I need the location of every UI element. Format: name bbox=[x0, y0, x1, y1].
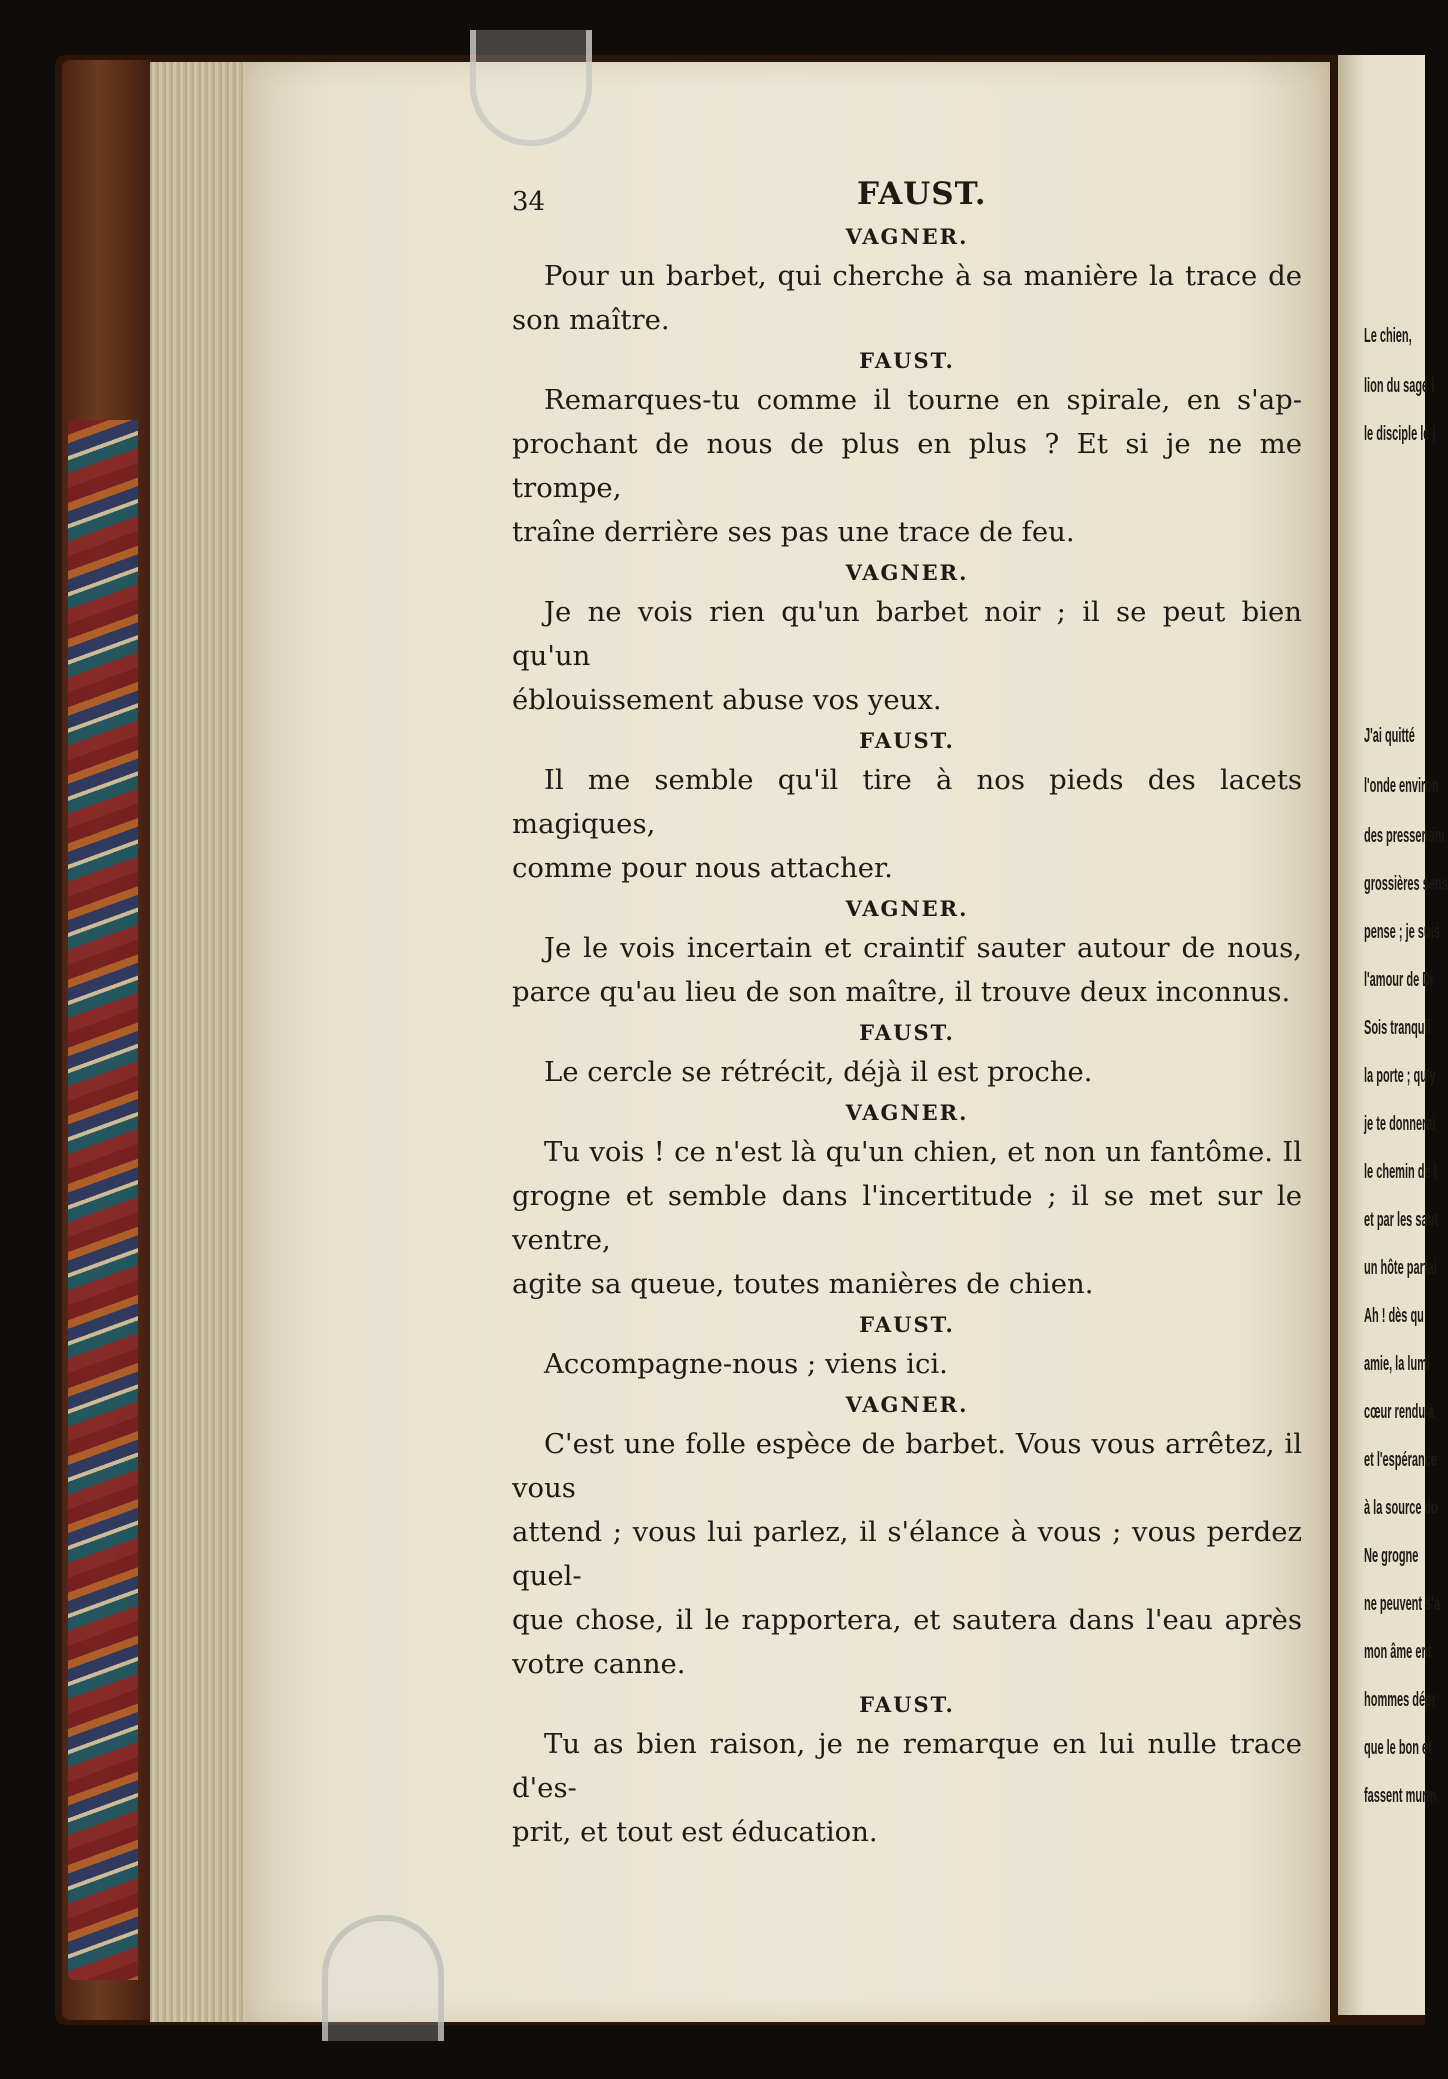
text-line: Tu vois ! ce n'est là qu'un chien, et non un fantôme. Il bbox=[544, 1136, 1302, 1168]
facing-page-line: et par les saut bbox=[1364, 1209, 1438, 1231]
speech-paragraph bbox=[512, 1130, 1302, 1306]
running-head: FAUST. bbox=[857, 176, 987, 212]
speaker-name: FAUST. bbox=[859, 1312, 955, 1337]
facing-page-line: fassent murm bbox=[1364, 1785, 1437, 1807]
text-line: prochant de nous de plus en plus ? Et si je ne me trompe, bbox=[512, 428, 1302, 504]
facing-page-line: pense ; je suis bbox=[1364, 921, 1440, 943]
speech-paragraph bbox=[512, 1050, 1302, 1094]
speech-paragraph bbox=[512, 758, 1302, 890]
page-clip-top bbox=[470, 30, 592, 146]
page-header bbox=[512, 170, 1302, 218]
text-line: Tu as bien raison, je ne remarque en lui nulle trace d'es- bbox=[512, 1728, 1302, 1804]
facing-page-line: lion du sage l bbox=[1364, 375, 1435, 397]
facing-page-line: Sois tranquil bbox=[1364, 1017, 1431, 1039]
text-line: votre canne. bbox=[512, 1648, 686, 1680]
text-line: traîne derrière ses pas une trace de feu. bbox=[512, 516, 1075, 548]
marbled-endpaper bbox=[68, 420, 138, 1980]
facing-page-line: la porte ; qu'y bbox=[1364, 1065, 1436, 1087]
speech-paragraph bbox=[512, 926, 1302, 1014]
speech-paragraph bbox=[512, 1422, 1302, 1686]
text-line: Accompagne-nous ; viens ici. bbox=[544, 1348, 948, 1380]
facing-page-line: Ne grogne bbox=[1364, 1545, 1419, 1567]
text-line: Je le vois incertain et craintif sauter autour de nous, bbox=[544, 932, 1302, 964]
facing-page-line: cœur rendu à bbox=[1364, 1401, 1435, 1423]
text-line: C'est une folle espèce de barbet. Vous vous arrêtez, il vous bbox=[512, 1428, 1302, 1504]
facing-page-line: Ah ! dès qu bbox=[1364, 1305, 1424, 1327]
text-line: Je ne vois rien qu'un barbet noir ; il se peut bien qu'un bbox=[512, 596, 1302, 672]
facing-page-line: l'onde environ bbox=[1364, 775, 1439, 797]
text-line: parce qu'au lieu de son maître, il trouve deux inconnus. bbox=[512, 976, 1291, 1008]
facing-page-line: Le chien, bbox=[1364, 325, 1412, 347]
speech-paragraph bbox=[512, 1342, 1302, 1386]
speaker-name: FAUST. bbox=[859, 1020, 955, 1045]
facing-page-line: grossières sens bbox=[1364, 873, 1448, 895]
speaker-name: FAUST. bbox=[859, 348, 955, 373]
speech-paragraph bbox=[512, 254, 1302, 342]
page-text bbox=[512, 170, 1302, 1856]
facing-page-line: ne peuvent s'a bbox=[1364, 1593, 1440, 1615]
facing-page-line: le chemin de l bbox=[1364, 1161, 1437, 1183]
speaker-name: VAGNER. bbox=[845, 560, 969, 585]
speaker-name: VAGNER. bbox=[845, 1392, 969, 1417]
text-line: grogne et semble dans l'incertitude ; il se met sur le ventre, bbox=[512, 1180, 1302, 1256]
facing-page-line: je te donnerai bbox=[1364, 1113, 1436, 1135]
text-line: prit, et tout est éducation. bbox=[512, 1816, 878, 1848]
text-line: Le cercle se rétrécit, déjà il est proche. bbox=[544, 1056, 1093, 1088]
facing-page-line: mon âme ent bbox=[1364, 1641, 1432, 1663]
text-line: agite sa queue, toutes manières de chien. bbox=[512, 1268, 1094, 1300]
facing-page-line: amie, la lumi bbox=[1364, 1353, 1431, 1375]
text-line: son maître. bbox=[512, 304, 670, 336]
speaker-name: VAGNER. bbox=[845, 1100, 969, 1125]
speech-paragraph bbox=[512, 1722, 1302, 1854]
facing-page-line: que le bon et bbox=[1364, 1737, 1432, 1759]
speech-paragraph bbox=[512, 378, 1302, 554]
facing-page-line: l'amour de Di bbox=[1364, 969, 1434, 991]
page-edges bbox=[150, 62, 250, 2022]
text-line: éblouissement abuse vos yeux. bbox=[512, 684, 942, 716]
facing-page-line: hommes dépr bbox=[1364, 1689, 1437, 1711]
speaker-name: VAGNER. bbox=[845, 896, 969, 921]
dialogue bbox=[512, 220, 1302, 1854]
facing-page-line: à la source do bbox=[1364, 1497, 1438, 1519]
text-line: Il me semble qu'il tire à nos pieds des lacets magiques, bbox=[512, 764, 1302, 840]
facing-page-line: le disciple le j bbox=[1364, 423, 1436, 445]
facing-page-line: et l'espérance bbox=[1364, 1449, 1437, 1471]
page-number: 34 bbox=[512, 187, 546, 217]
text-line: attend ; vous lui parlez, il s'élance à vous ; vous perdez quel- bbox=[512, 1516, 1302, 1592]
text-line: que chose, il le rapportera, et sautera dans l'eau après bbox=[512, 1604, 1302, 1636]
facing-page-line: J'ai quitté bbox=[1364, 725, 1415, 747]
speaker-name: FAUST. bbox=[859, 728, 955, 753]
facing-page-line: un hôte parfai bbox=[1364, 1257, 1437, 1279]
speech-paragraph bbox=[512, 590, 1302, 722]
facing-page-line: des pressentim bbox=[1364, 825, 1445, 847]
speaker-name: VAGNER. bbox=[845, 224, 969, 249]
speaker-name: FAUST. bbox=[859, 1692, 955, 1717]
text-line: Remarques-tu comme il tourne en spirale, en s'ap- bbox=[544, 384, 1302, 416]
text-line: Pour un barbet, qui cherche à sa manière la trace de bbox=[544, 260, 1302, 292]
page-clip-bottom bbox=[322, 1915, 444, 2041]
text-line: comme pour nous attacher. bbox=[512, 852, 893, 884]
facing-page bbox=[1338, 55, 1448, 2015]
